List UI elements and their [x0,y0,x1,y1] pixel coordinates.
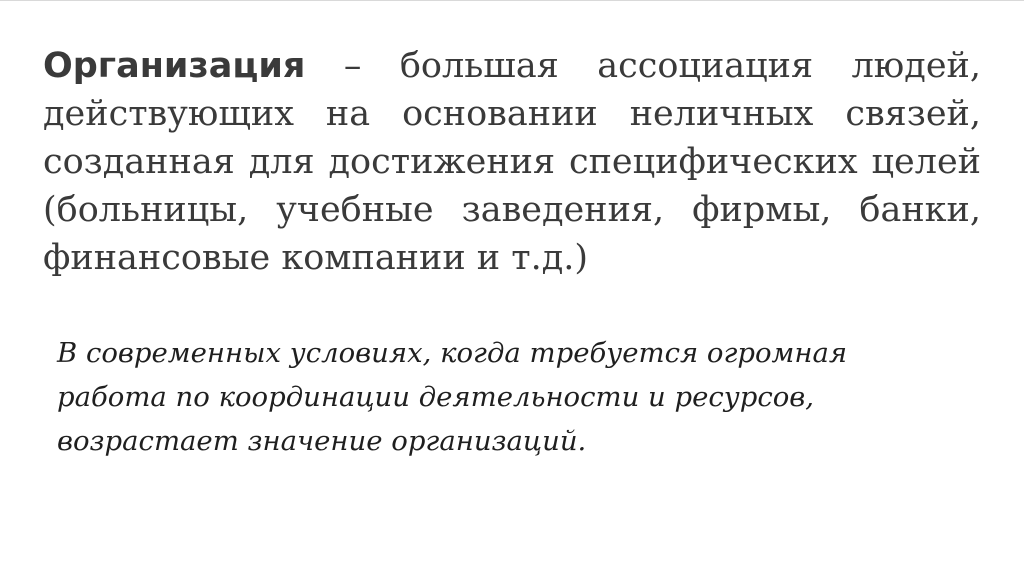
definition-text: большая ассоциация людей, действующих на основании неличных связей, созданная для достижения специфических целей (больницы, учебные заведения, фирмы, банки, финансовые компании и т.д.) [43,46,981,278]
definition-paragraph [43,42,981,282]
note-paragraph: В современных условиях, когда требуется огромная работа по координации деятельности и ресурсов, возрастает значение организаций. [57,337,848,457]
definition-term: Организация [43,46,306,86]
definition-dash: – [305,46,400,86]
